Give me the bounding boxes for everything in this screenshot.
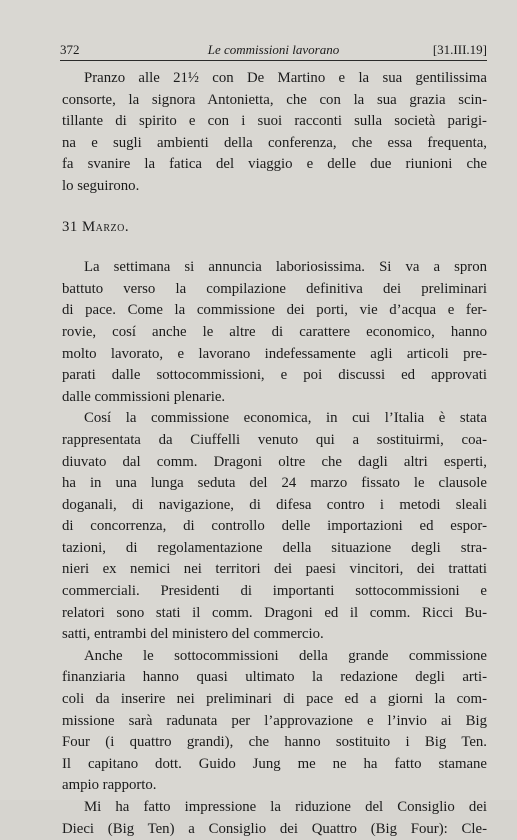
text-line: ha in una lunga seduta del 24 marzo fissato le clausole	[62, 475, 487, 492]
text-line: rappresentata da Ciuffelli venuto qui a sostituirmi, coa-	[62, 431, 487, 448]
text-line: di concorrenza, di controllo delle importazioni ed espor-	[62, 518, 487, 535]
text-line: finanziaria hanno quasi ultimato la redazione degli arti-	[62, 669, 487, 686]
text-line: molto lavorato, e lavorano indefessamente agli articoli pre-	[62, 345, 487, 362]
text-line: consorte, la signora Antonietta, che con la sua grazia scin-	[62, 91, 487, 108]
text-line: Pranzo alle 21½ con De Martino e la sua gentilissima	[84, 70, 487, 86]
text-line: tillante di spirito e con i suoi racconti sulla società parigi-	[62, 113, 487, 130]
text-line: Mi ha fatto impressione la riduzione del Consiglio dei	[84, 799, 487, 815]
text-line: relatori sono stati il comm. Dragoni ed il comm. Ricci Bu-	[62, 604, 487, 621]
text-line: satti, entrambi del ministero del commercio.	[62, 626, 324, 643]
text-line: nieri ex nemici nei territori dei paesi vincitori, dei trattati	[62, 561, 487, 578]
text-line: Il capitano dott. Guido Jung me ne ha fatto stamane	[62, 755, 487, 772]
text-line: tazioni, di regolamentazione della situazione degli stra-	[62, 539, 487, 556]
text-line: battuto verso la compilazione definitiva dei preliminari	[62, 280, 487, 297]
paragraph-4	[62, 646, 487, 797]
text-line: dalle commissioni plenarie.	[62, 388, 226, 405]
text-line: commerciali. Presidenti di importanti sottocommissioni e	[62, 583, 487, 600]
page-number: 372	[60, 42, 80, 57]
text-line: Cosí la commissione economica, in cui l’Italia è stata	[84, 410, 487, 427]
page-body	[62, 68, 487, 840]
text-line: lo seguirono.	[62, 177, 140, 194]
running-title: Le commissioni lavorano	[207, 42, 340, 57]
paragraph-1	[62, 68, 487, 198]
text-line: coli da inserire nei preliminari di pace ed a giorni la com-	[62, 691, 487, 708]
text-line: na e sugli ambienti della conferenza, che essa frequenta,	[62, 134, 487, 151]
text-line: diuvato dal comm. Dragoni oltre che dagli altri esperti,	[62, 453, 487, 470]
paragraph-2	[62, 257, 487, 408]
header-date: [31.III.19]	[432, 42, 487, 57]
text-line: fa svanire la fatica del viaggio e delle due riunioni che	[62, 156, 487, 173]
text-line: di pace. Come la commissione dei porti, vie d’acqua e fer-	[62, 302, 487, 319]
text-line: ampio rapporto.	[62, 777, 157, 794]
text-line: parati dalle sottocommissioni, e poi discussi ed approvati	[62, 367, 487, 384]
text-line: Dieci (Big Ten) a Consiglio dei Quattro (Big Four): Cle-	[62, 820, 487, 837]
section-heading: 31 Marzo.	[62, 218, 130, 235]
header-rule	[60, 60, 487, 61]
text-line: Anche le sottocommissioni della grande commissione	[84, 647, 487, 664]
text-line: rovie, cosí anche le altre di carattere economico, hanno	[62, 323, 487, 340]
text-line: missione sarà radunata per l’approvazione e l’invio ai Big	[62, 712, 487, 729]
text-line: Four (i quattro grandi), che hanno sostituito i Big Ten.	[62, 734, 487, 751]
page-header	[60, 38, 487, 60]
text-line: doganali, di navigazione, di difesa contro i metodi sleali	[62, 496, 487, 513]
paragraph-3	[62, 408, 487, 646]
paragraph-5	[62, 797, 487, 840]
text-line: La settimana si annuncia laboriosissima. Si va a spron	[84, 259, 487, 276]
